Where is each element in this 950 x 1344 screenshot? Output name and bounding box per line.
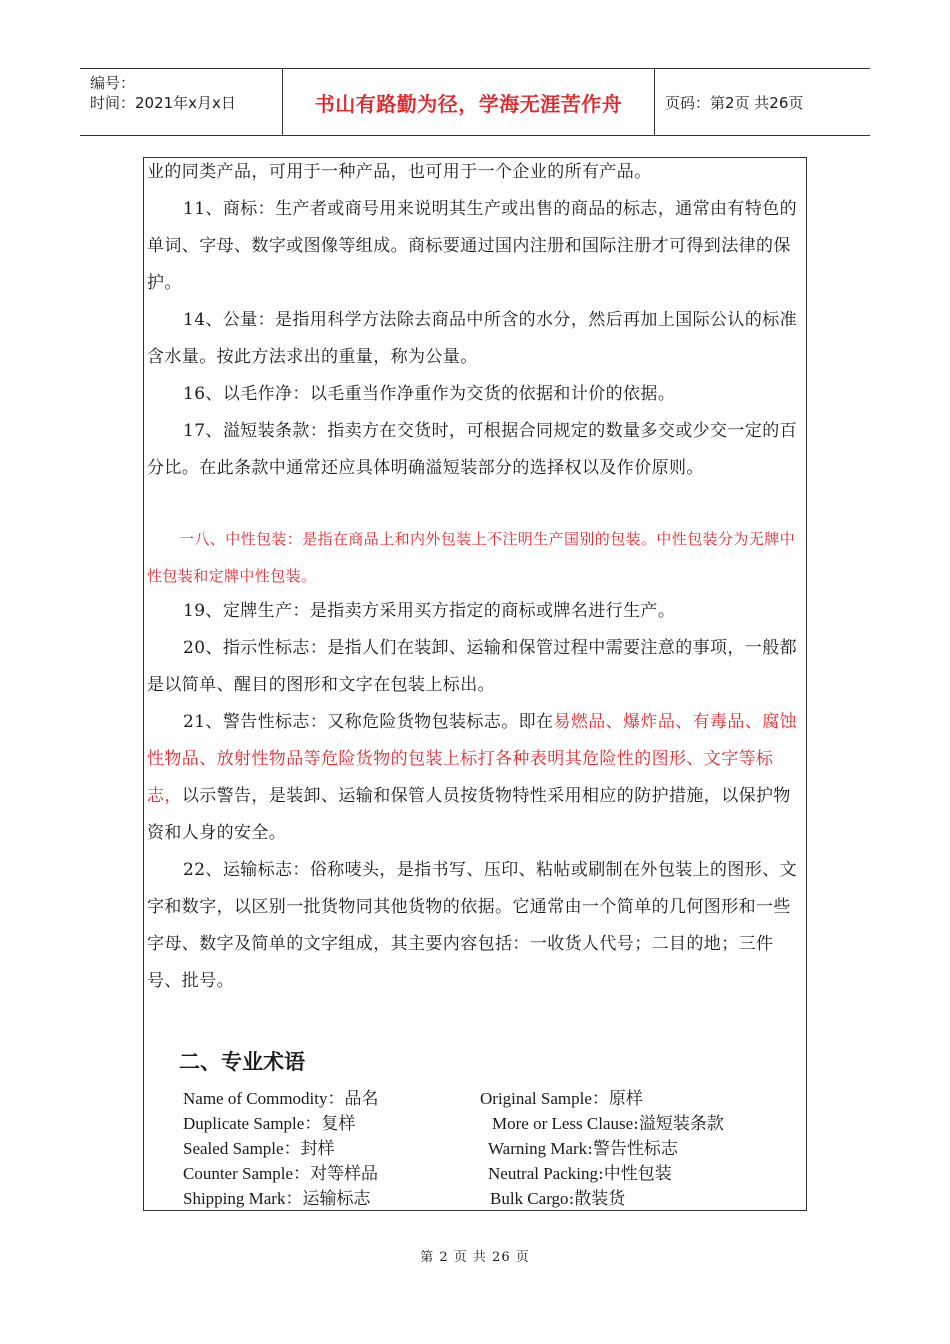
paragraph-conditioned-weight: 14、公量：是指用科学方法除去商品中所含的水分，然后再加上国际公认的标准含水量。按此方法求出的重量，称为公量。: [147, 310, 798, 367]
paragraph-gross-for-net: 16、以毛作净：以毛重当作净重作为交货的依据和计价的依据。: [183, 384, 676, 404]
term-counter-sample: Counter Sample：对等样品: [183, 1164, 379, 1184]
header-time: 时间：2021年x月x日: [90, 94, 236, 112]
warning-mark-rest: 以示警告，是装卸、运输和保管人员按货物特性采用相应的防护措施，以保护物资和人身的安全。: [147, 786, 791, 843]
paragraph-more-or-less-clause: 17、溢短装条款：指卖方在交货时，可根据合同规定的数量多交或少交一定的百分比。在此条款中通常还应具体明确溢短装部分的选择权以及作价原则。: [147, 421, 798, 478]
header-page-info: 页码：第2页 共26页: [665, 93, 804, 112]
term-more-or-less-clause: More or Less Clause:溢短装条款: [492, 1114, 724, 1134]
paragraph-warning-mark: [147, 704, 799, 852]
header-number: 编号：: [90, 74, 136, 92]
paragraph-continuation: 业的同类产品，可用于一种产品，也可用于一个企业的所有产品。: [147, 162, 652, 182]
paragraph-indicative-mark: 20、指示性标志：是指人们在装卸、运输和保管过程中需要注意的事项，一般都是以简单、醒目的图形和文字在包装上标出。: [147, 638, 798, 695]
term-neutral-packing: Neutral Packing:中性包装: [488, 1164, 672, 1184]
warning-mark-highlight: 易燃品、爆炸品、有毒品、腐蚀性物品、放射性物品等危险货物的包装上标打各种表明其危险性的图形、文字等标志，: [147, 712, 798, 806]
term-shipping-mark: Shipping Mark：运输标志: [183, 1189, 371, 1209]
term-warning-mark: Warning Mark:警告性标志: [488, 1139, 678, 1159]
header-motto: 书山有路勤为径，学海无涯苦作舟: [283, 69, 655, 135]
section-title-terms: 二、专业术语: [179, 1050, 305, 1074]
term-original-sample: Original Sample：原样: [480, 1089, 643, 1109]
term-duplicate-sample: Duplicate Sample：复样: [183, 1114, 356, 1134]
term-bulk-cargo: Bulk Cargo:散装货: [490, 1189, 626, 1209]
page-footer: 第 2 页 共 26 页: [420, 1250, 530, 1265]
term-sealed-sample: Sealed Sample：封样: [183, 1139, 335, 1159]
paragraph-trademark: 11、商标：生产者或商号用来说明其生产或出售的商品的标志，通常由有特色的单词、字母、数字或图像等组成。商标要通过国内注册和国际注册才可得到法律的保护。: [147, 199, 798, 293]
paragraph-neutral-packing: 一八、中性包装：是指在商品上和内外包装上不注明生产国别的包装。中性包装分为无牌中性包装和定牌中性包装。: [147, 530, 796, 585]
term-name-of-commodity: Name of Commodity：品名: [183, 1089, 379, 1109]
header-meta: [80, 69, 283, 135]
content-box: [143, 157, 807, 1211]
paragraph-shipping-mark: 22、运输标志：俗称唛头，是指书写、压印、粘帖或刷制在外包装上的图形、文字和数字，以区别一批货物同其他货物的依据。它通常由一个简单的几何图形和一些字母、数字及简单的文字组成，其主要内容包括：一收货人代号；二目的地；三件号、批号。: [147, 860, 798, 991]
page-header: [80, 68, 870, 136]
warning-mark-intro: 21、警告性标志：又称危险货物包装标志。即在: [183, 712, 554, 732]
paragraph-brand-production: 19、定牌生产：是指卖方采用买方指定的商标或牌名进行生产。: [183, 601, 676, 621]
